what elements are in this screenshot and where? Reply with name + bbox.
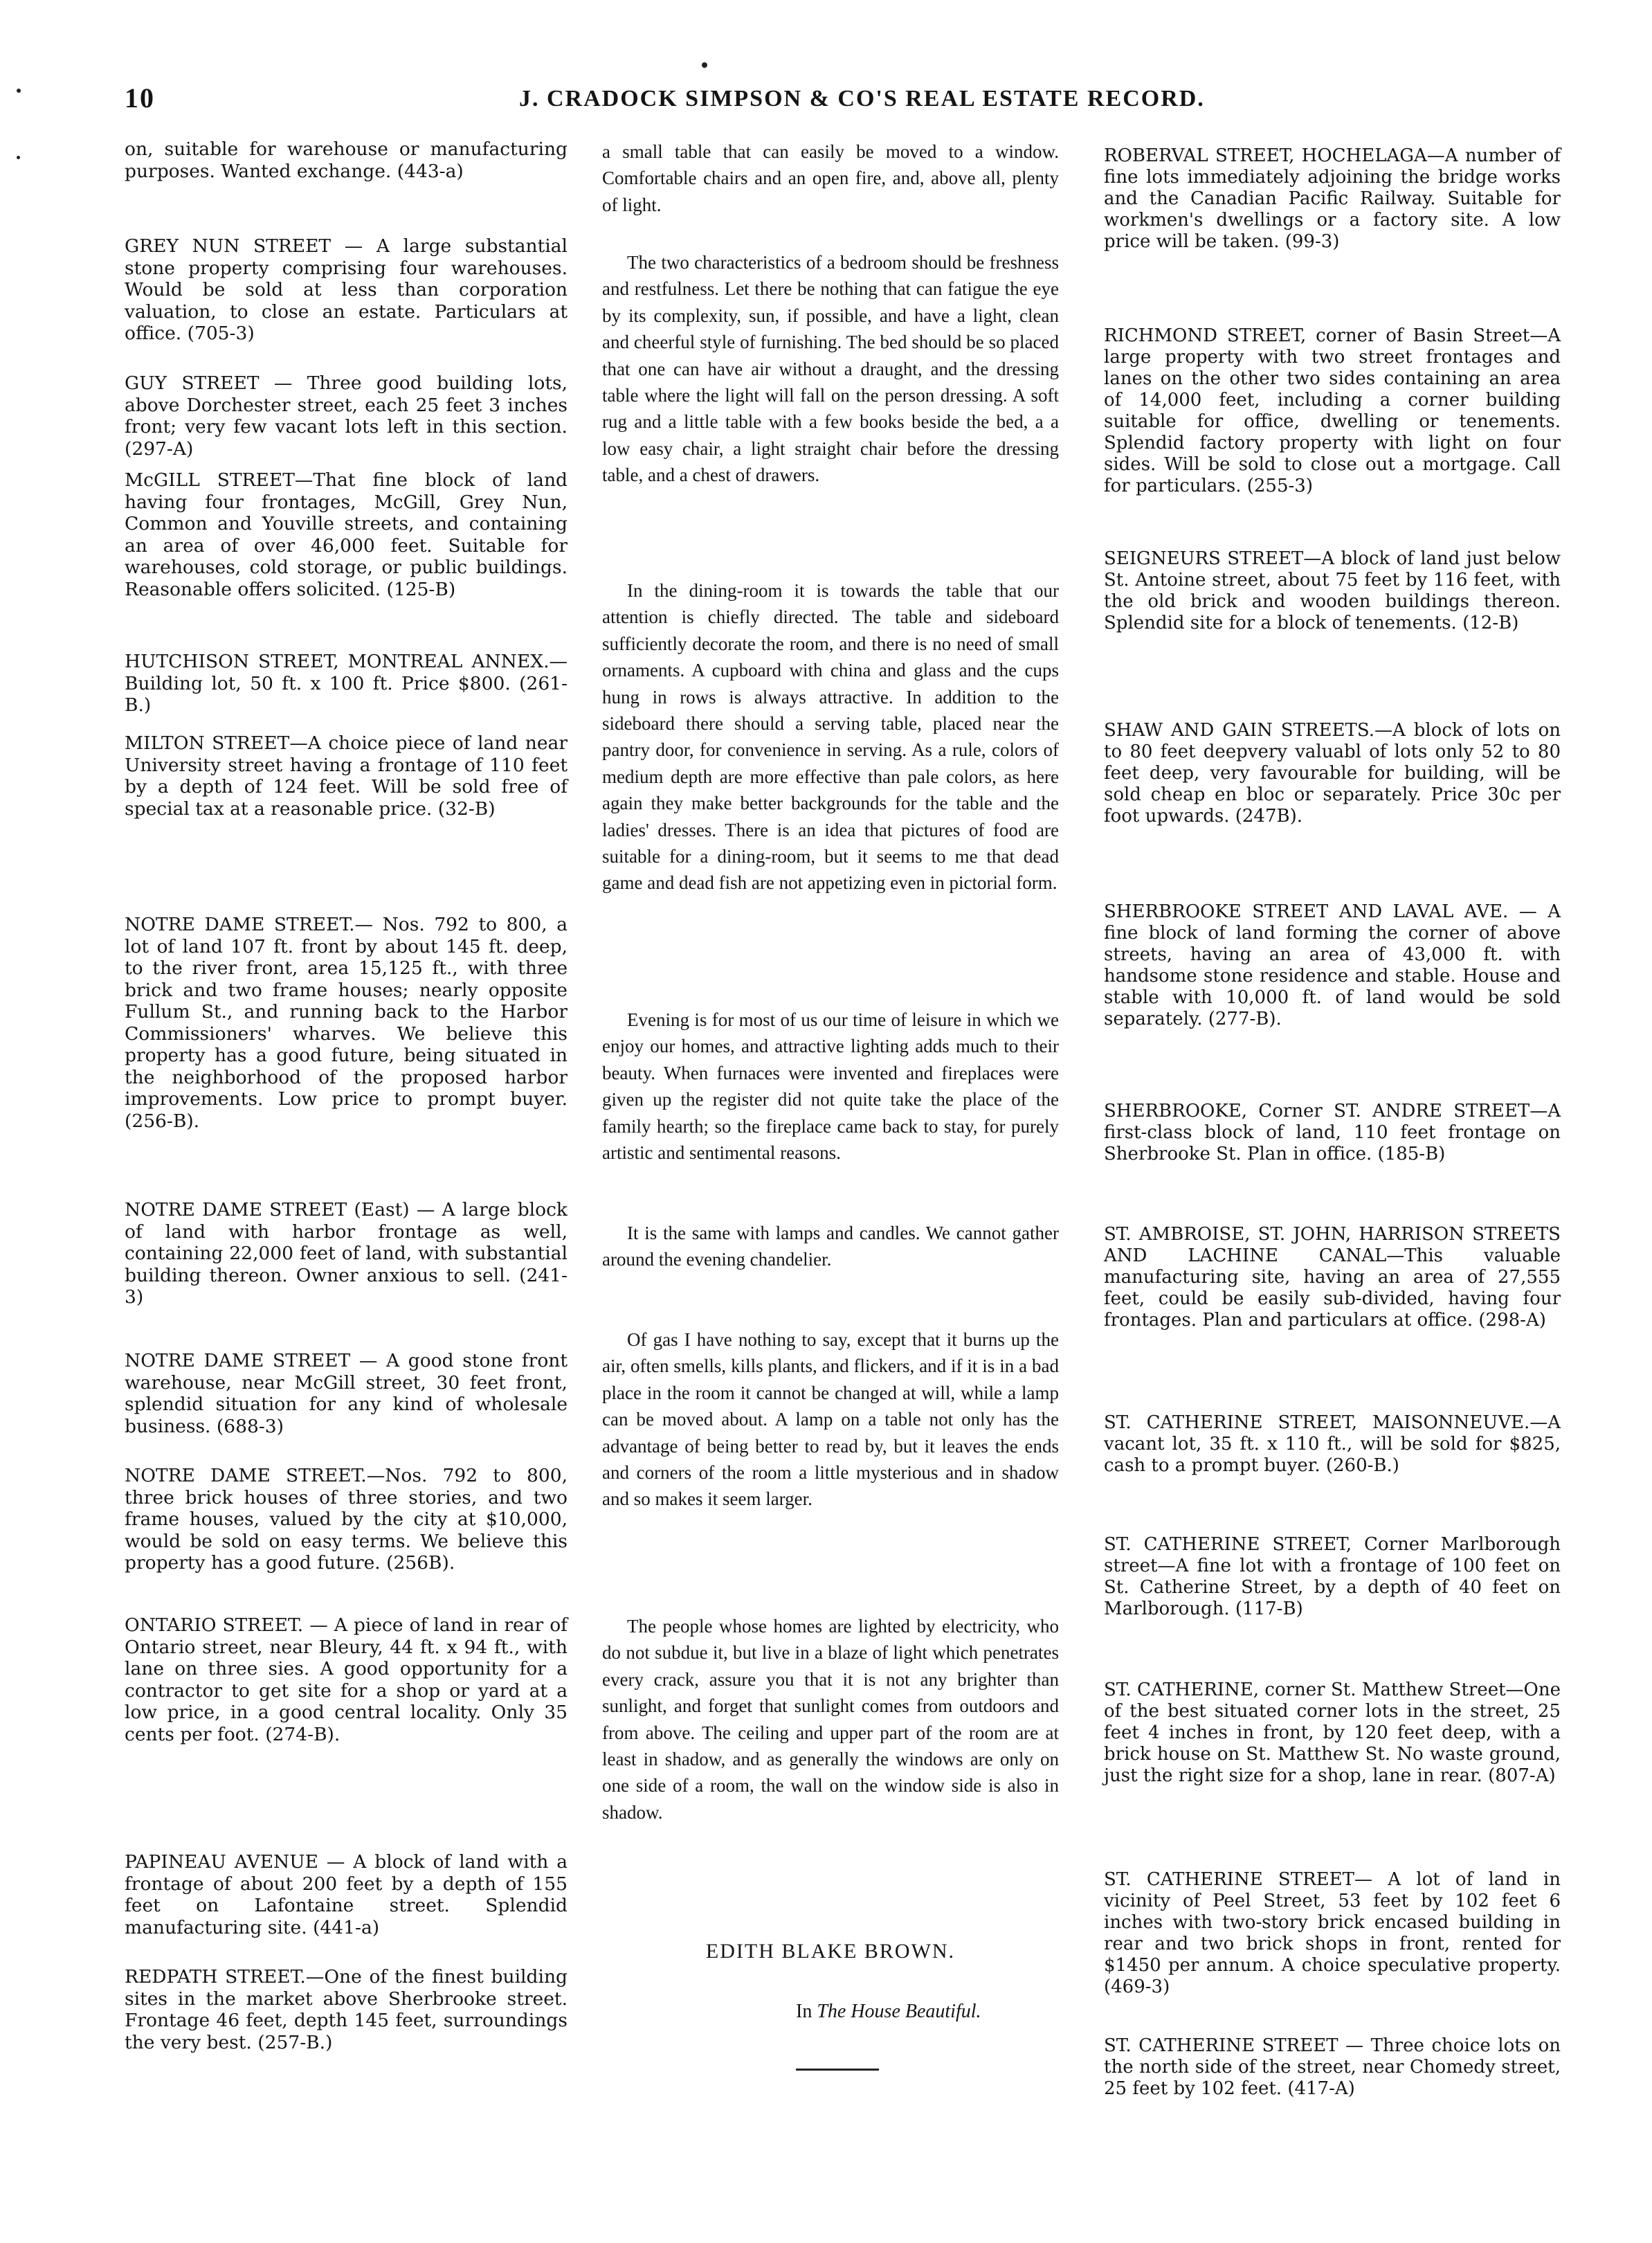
article-paragraph: a small table that can easily be moved to a window. Comfortable chairs and an open fire, and, above all, plenty of light.	[602, 141, 1059, 215]
article-source	[602, 2001, 981, 2023]
listing: GUY STREET — Three good building lots, above Dorchester street, each 25 feet 3 inches front; very few vacant lots left in this section. (297-A)	[125, 372, 568, 460]
page-number: 10	[125, 82, 155, 114]
end-rule	[796, 2069, 879, 2071]
listing: ST. AMBROISE, ST. JOHN, HARRISON STREETS AND LACHINE CANAL—This valuable manufacturing site, having an area of 27,555 feet, could be easily sub-divided, having four frontages. Plan and particulars at office. (298-A)	[1104, 1224, 1561, 1331]
listing: ONTARIO STREET. — A piece of land in rear of Ontario street, near Bleury, 44 ft. x 94 ft., with lane on three sies. A good opportunity for a contractor to get site for a shop or yard at a low price, in a good central locality. Only 35 cents per foot. (274-B).	[125, 1614, 568, 1745]
article-paragraph: The people whose homes are lighted by electricity, who do not subdue it, but live in a blaze of light which penetrates every crack, assure you that it is not any brighter than sunlight, and forget that sunlight comes from outdoors and from above. The ceiling and upper part of the room are at least in shadow, and as generally the windows are only on one side of a room, the wall on the window side is also in shadow.	[602, 1616, 1059, 1823]
listing: on, suitable for warehouse or manufacturing purposes. Wanted exchange. (443-a)	[125, 138, 568, 182]
listing: NOTRE DAME STREET.— Nos. 792 to 800, a lot of land 107 ft. front by about 145 ft. deep, to the river front, area 15,125 ft., with three brick and two frame houses; nearly opposite Fullum St., and running back to the Harbor Commissioners' wharves. We believe this property has a good future, being situated in the neighborhood of the proposed harbor improvements. Low price to prompt buyer. (256-B).	[125, 914, 568, 1132]
listing: MILTON STREET—A choice piece of land near University street having a frontage of 110 feet by a depth of 124 feet. Will be sold free of special tax at a reasonable price. (32-B)	[125, 732, 568, 820]
article-paragraph: Of gas I have nothing to say, except that it burns up the air, often smells, kills plants, and flickers, and if it is in a bad place in the room it cannot be changed at will, while a lamp can be moved about. A lamp on a table not only has the advantage of being better to read by, but it leaves the ends and corners of the room a little mysterious and in shadow and so makes it seem larger.	[602, 1329, 1059, 1510]
listing: HUTCHISON STREET, MONTREAL ANNEX.—Building lot, 50 ft. x 100 ft. Price $800. (261-B.)	[125, 651, 568, 716]
listing: NOTRE DAME STREET — A good stone front warehouse, near McGill street, 30 feet front, splendid situation for any kind of wholesale business. (688-3)	[125, 1350, 568, 1437]
author-signature: EDITH BLAKE BROWN.	[705, 1940, 956, 1963]
listing: NOTRE DAME STREET.—Nos. 792 to 800, three brick houses of three stories, and two frame houses, valued by the city at $10,000, would be sold on easy terms. We believe this property has a good future. (256B).	[125, 1465, 568, 1574]
listing: McGILL STREET—That fine block of land having four frontages, McGill, Grey Nun, Common and Youville streets, and containing an area of over 46,000 feet. Suitable for warehouses, cold storage, or public buildings. Reasonable offers solicited. (125-B)	[125, 469, 568, 600]
listing: GREY NUN STREET — A large substantial stone property comprising four warehouses. Would be sold at less than corporation valuation, to close an estate. Particulars at office. (705-3)	[125, 235, 568, 344]
listing: NOTRE DAME STREET (East) — A large block of land with harbor frontage as well, containing 22,000 feet of land, with substantial building thereon. Owner anxious to sell. (241-3)	[125, 1199, 568, 1308]
listing: ROBERVAL STREET, HOCHELAGA—A number of fine lots immediately adjoining the bridge works and the Canadian Pacific Railway. Suitable for workmen's dwellings or a factory site. A low price will be taken. (99-3)	[1104, 145, 1561, 252]
listing: RICHMOND STREET, corner of Basin Street—A large property with two street frontages and lanes on the other two sides containing an area of 14,000 feet, including a corner building suitable for office, dwelling or tenements. Splendid factory property with light on four sides. Will be sold to close out a mortgage. Call for particulars. (255-3)	[1104, 325, 1561, 496]
print-speck	[17, 89, 21, 93]
article-paragraph: It is the same with lamps and candles. We cannot gather around the evening chandelier.	[602, 1223, 1059, 1270]
listing: SHERBROOKE STREET AND LAVAL AVE. — A fine block of land forming the corner of above streets, having an area of 43,000 ft. with handsome stone residence and stable. House and stable with 10,000 ft. of land would be sold separately. (277-B).	[1104, 901, 1561, 1029]
print-speck	[702, 62, 707, 68]
article-paragraph: Evening is for most of us our time of leisure in which we enjoy our homes, and attractive lighting adds much to their beauty. When furnaces were invented and fireplaces were given up the register did not quite take the place of the family hearth; so the fireplace came back to stay, for purely artistic and sentimental reasons.	[602, 1009, 1059, 1164]
listing: SHERBROOKE, Corner ST. ANDRE STREET—A first-class block of land, 110 feet frontage on Sherbrooke St. Plan in office. (185-B)	[1104, 1101, 1561, 1164]
listing: ST. CATHERINE STREET, MAISONNEUVE.—A vacant lot, 35 ft. x 110 ft., will be sold for $825, cash to a prompt buyer. (260-B.)	[1104, 1412, 1561, 1476]
article-paragraph: In the dining-room it is towards the table that our attention is chiefly directed. The table and sideboard sufficiently decorate the room, and there is no need of small ornaments. A cupboard with china and glass and the cups hung in rows is always attractive. In addition to the sideboard there should a serving table, placed near the pantry door, for convenience in serving. As a rule, colors of medium depth are more effective than pale colors, as here again they make better backgrounds for the table and the ladies' dresses. There is an idea that pictures of food are suitable for a dining-room, but it seems to me that dead game and dead fish are not appetizing even in pictorial form.	[602, 580, 1059, 894]
listing: ST. CATHERINE, corner St. Matthew Street—One of the best situated corner lots in the street, 25 feet 4 inches in front, by 120 feet deep, with a brick house on St. Matthew St. No waste ground, just the right size for a shop, lane in rear. (807-A)	[1104, 1679, 1561, 1786]
source-prefix: In	[796, 2001, 813, 2022]
page-header	[125, 82, 1569, 123]
listing: ST. CATHERINE STREET— A lot of land in vicinity of Peel Street, 53 feet by 102 feet 6 inches with two-story brick encased building in rear and two brick shops in front, rented for $1450 per annum. A choice speculative property. (469-3)	[1104, 1869, 1561, 1997]
listing: REDPATH STREET.—One of the finest building sites in the market above Sherbrooke street. Frontage 46 feet, depth 145 feet, surroundings the very best. (257-B.)	[125, 1966, 568, 2053]
article-paragraph: The two characteristics of a bedroom should be freshness and restfulness. Let there be nothing that can fatigue the eye by its complexity, sun, if possible, and have a light, clean and cheerful style of furnishing. The bed should be so placed that one can have air without a draught, and the dressing table where the light will fall on the person dressing. A soft rug and a little table with a few books beside the bed, a a low easy chair, a light straight chair before the dressing table, and a chest of drawers.	[602, 252, 1059, 486]
source-title: The House Beautiful.	[817, 2001, 981, 2022]
listing: PAPINEAU AVENUE — A block of land with a frontage of about 200 feet by a depth of 155 feet on Lafontaine street. Splendid manufacturing site. (441-a)	[125, 1851, 568, 1938]
listing: ST. CATHERINE STREET — Three choice lots on the north side of the street, near Chomedy street, 25 feet by 102 feet. (417-A)	[1104, 2035, 1561, 2099]
print-speck	[17, 156, 20, 159]
listing: ST. CATHERINE STREET, Corner Marlborough street—A fine lot with a frontage of 100 feet on St. Catherine Street, by a depth of 40 feet on Marlborough. (117-B)	[1104, 1534, 1561, 1619]
listing: SHAW AND GAIN STREETS.—A block of lots on to 80 feet deepvery valuabl of lots only 52 to 80 feet deep, very favourable for building, will be sold cheap en bloc or separately. Price 30c per foot upwards. (247B).	[1104, 720, 1561, 827]
running-title: J. CRADOCK SIMPSON & CO'S REAL ESTATE RECORD.	[519, 86, 1205, 111]
listing: SEIGNEURS STREET—A block of land just below St. Antoine street, about 75 feet by 116 feet, with the old brick and wooden buildings thereon. Splendid site for a block of tenements. (12-B)	[1104, 548, 1561, 633]
